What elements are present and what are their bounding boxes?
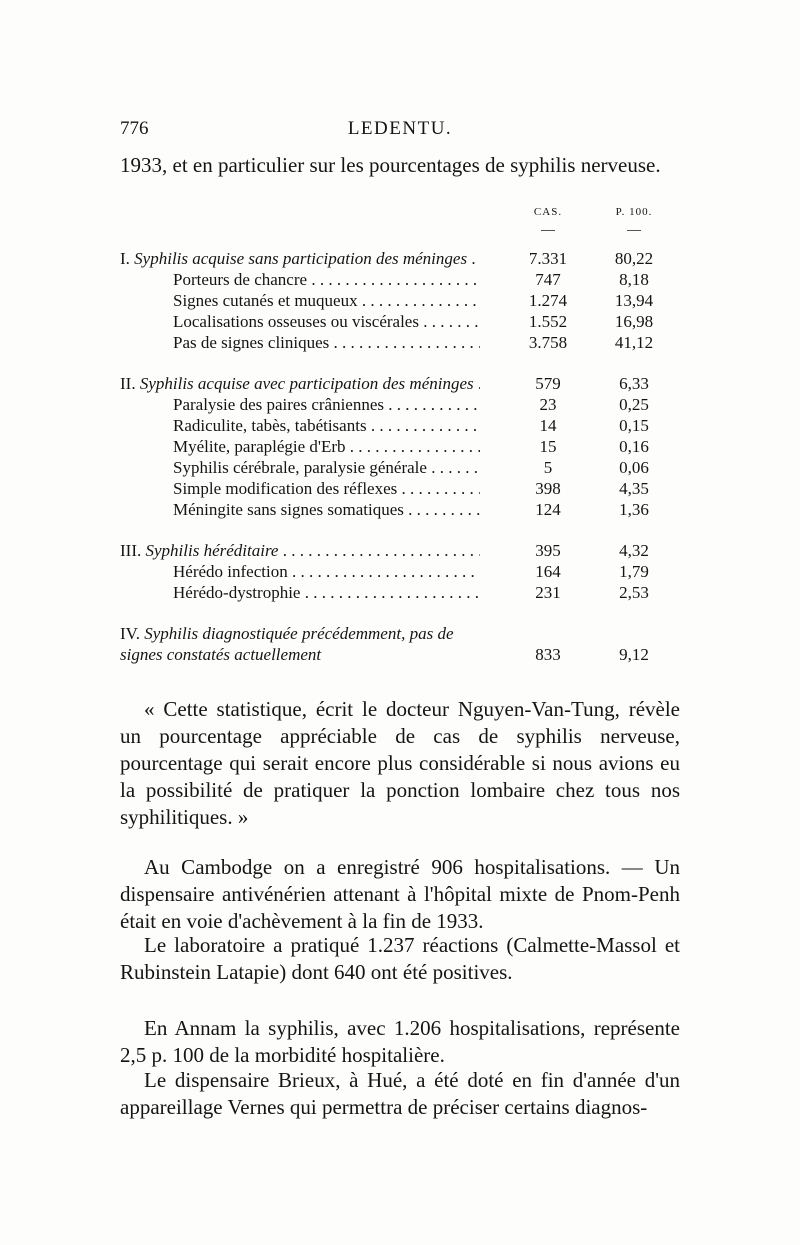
row-label: Myélite, paraplégie d'Erb . . . <box>173 436 480 457</box>
column-rule-cases <box>541 230 555 231</box>
cambodge-paragraph: Au Cambodge on a enregistré 906 hospitalisations. — Un dispensaire antivénérien attenant à l'hôpital mixte de Pnom-Penh était en voie d'achèvement à la fin de 1933. <box>120 855 680 933</box>
group-numeral: II. <box>120 374 136 393</box>
page-number: 776 <box>120 118 149 139</box>
row-label: Simple modification des réflexes . . . <box>173 478 480 499</box>
group-title: Syphilis acquise sans participation des méninges <box>134 249 468 268</box>
row-label: Paralysie des paires crâniennes . . . <box>173 394 480 415</box>
table-row <box>120 457 680 478</box>
cell-percent: 1,36 <box>619 500 649 519</box>
cell-percent: 41,12 <box>614 333 654 352</box>
table-group <box>120 623 680 665</box>
table-row <box>120 478 680 499</box>
cell-percent: 16,98 <box>614 312 654 331</box>
cell-cases: 5 <box>543 458 553 477</box>
cell-cases: 14 <box>539 416 557 435</box>
row-label: Syphilis cérébrale, paralysie générale . . . <box>173 457 480 478</box>
row-label: Méningite sans signes somatiques . . . <box>173 499 480 520</box>
page-header <box>120 118 680 144</box>
cell-cases: 1.552 <box>528 312 568 331</box>
dispensaire-paragraph: Le dispensaire Brieux, à Hué, a été doté en fin d'année d'un appareillage Vernes qui permettra de préciser certains diagnos- <box>120 1068 680 1119</box>
cell-cases: 15 <box>539 437 557 456</box>
cell-percent: 0,06 <box>619 458 649 477</box>
cell-cases: 1.274 <box>528 291 568 310</box>
table-row <box>120 311 680 332</box>
row-label: Hérédo-dystrophie . . . <box>173 582 480 603</box>
group-heading-row <box>120 540 680 561</box>
group-heading-row <box>120 623 680 665</box>
table-row <box>120 415 680 436</box>
table-group <box>120 373 680 520</box>
quote-paragraph: « Cette statistique, écrit le docteur Nguyen-Van-Tung, révèle un pourcentage appréciable de cas de syphilis nerveuse, pourcentage qui serait encore plus considérable si nous avions eu la possibilité de pratiquer la ponction lombaire chez tous nos syphilitiques. » <box>120 697 680 829</box>
laboratoire-paragraph: Le laboratoire a pratiqué 1.237 réactions (Calmette-Massol et Rubinstein Latapie) dont 640 ont été positives. <box>120 933 680 984</box>
cell-percent: 0,25 <box>619 395 649 414</box>
cell-percent: 0,16 <box>619 437 649 456</box>
group-numeral: I. <box>120 249 130 268</box>
cell-percent: 2,53 <box>619 583 649 602</box>
cell-percent: 1,79 <box>619 562 649 581</box>
table-row <box>120 290 680 311</box>
cell-cases: 164 <box>535 562 561 581</box>
row-label: Porteurs de chancre . . . <box>173 269 480 290</box>
cell-percent: 6,33 <box>619 374 649 393</box>
column-header-percent: P. 100. <box>615 206 653 218</box>
row-label: Localisations osseuses ou viscérales . . . <box>173 311 480 332</box>
group-heading-row <box>120 373 680 394</box>
cell-cases: 398 <box>535 479 561 498</box>
cell-cases: 231 <box>535 583 561 602</box>
cell-percent: 13,94 <box>614 291 654 310</box>
group-title: Syphilis acquise avec participation des méninges <box>139 374 474 393</box>
group-heading <box>120 248 480 269</box>
row-label: Radiculite, tabès, tabétisants . . . <box>173 415 480 436</box>
cell-cases: 124 <box>535 500 561 519</box>
cell-cases: 747 <box>535 270 561 289</box>
group-title: Syphilis diagnostiquée précédemment, pas de signes constatés actuellement <box>120 624 454 664</box>
table-column-headers <box>120 206 680 246</box>
intro-paragraph: 1933, et en particulier sur les pourcentages de syphilis nerveuse. <box>120 153 661 177</box>
cell-cases: 23 <box>539 395 557 414</box>
table-row <box>120 394 680 415</box>
cell-cases: 833 <box>535 645 561 664</box>
row-label: Hérédo infection . . . <box>173 561 480 582</box>
cell-cases: 7.331 <box>528 249 568 268</box>
column-header-cases: CAS. <box>533 206 563 218</box>
table-row <box>120 499 680 520</box>
group-heading <box>120 540 480 561</box>
running-head: LEDENTU. <box>347 118 453 139</box>
table-row <box>120 332 680 353</box>
cell-cases: 579 <box>535 374 561 393</box>
group-numeral: III. <box>120 541 142 560</box>
group-numeral: IV. <box>120 624 140 643</box>
group-heading <box>120 373 480 394</box>
cell-percent: 0,15 <box>619 416 649 435</box>
column-rule-percent <box>627 230 641 231</box>
table-row <box>120 561 680 582</box>
table-group <box>120 248 680 353</box>
row-label: Signes cutanés et muqueux . . . <box>173 290 480 311</box>
table-row <box>120 582 680 603</box>
group-heading-row <box>120 248 680 269</box>
row-label: Pas de signes cliniques . . . <box>173 332 480 353</box>
cell-percent: 9,12 <box>619 645 649 664</box>
annam-paragraph: En Annam la syphilis, avec 1.206 hospitalisations, représente 2,5 p. 100 de la morbidité hospitalière. <box>120 1016 680 1067</box>
cell-percent: 4,32 <box>619 541 649 560</box>
cell-percent: 8,18 <box>619 270 649 289</box>
table-row <box>120 269 680 290</box>
cell-cases: 395 <box>535 541 561 560</box>
table-row <box>120 436 680 457</box>
group-title: Syphilis héréditaire <box>145 541 279 560</box>
statistics-table <box>120 248 680 685</box>
cell-cases: 3.758 <box>528 333 568 352</box>
group-heading <box>120 623 490 665</box>
cell-percent: 4,35 <box>619 479 649 498</box>
cell-percent: 80,22 <box>614 249 654 268</box>
table-group <box>120 540 680 603</box>
